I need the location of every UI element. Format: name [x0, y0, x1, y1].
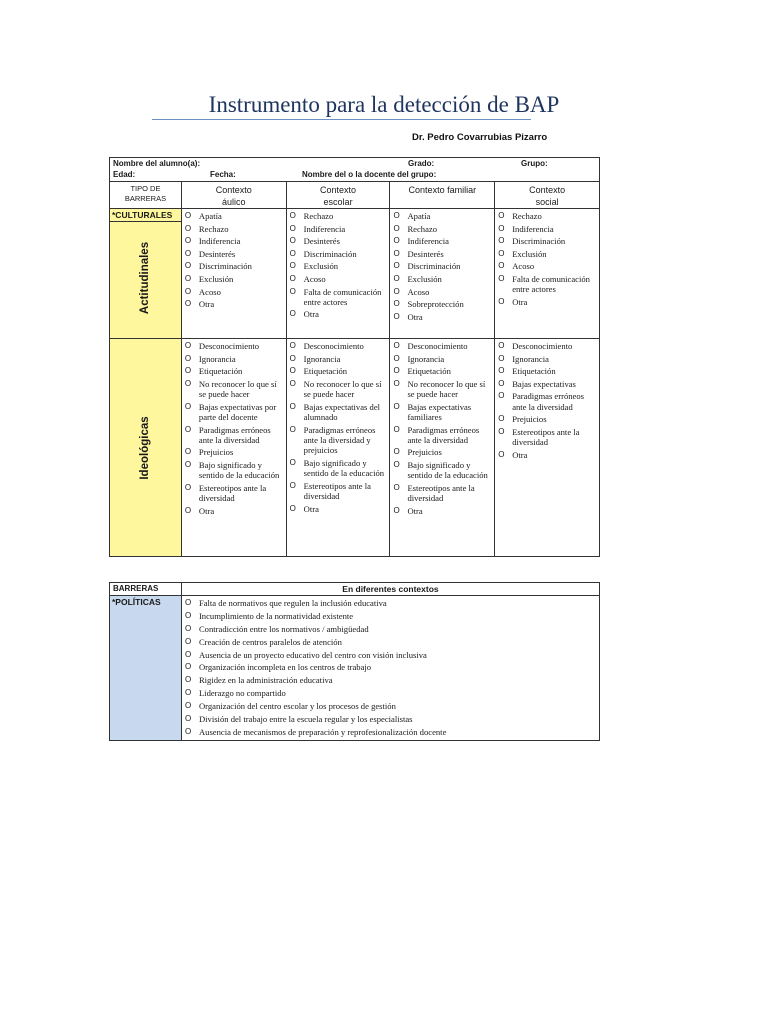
barrier-item — [498, 414, 597, 424]
barrier-item-text: Sobreprotección — [407, 299, 464, 310]
circle-bullet-icon: O — [184, 714, 192, 724]
barrier-item — [290, 274, 388, 284]
barrier-item — [393, 447, 492, 457]
circle-bullet-icon: O — [289, 273, 296, 283]
barrier-item-text: Discriminación — [303, 248, 357, 259]
barrier-item-text: Falta de comunicación entre actores — [303, 286, 382, 307]
circle-bullet-icon: O — [184, 460, 192, 470]
barrier-item — [185, 249, 284, 259]
barrier-item — [498, 249, 597, 259]
barrier-item — [393, 224, 492, 234]
barrier-item — [185, 714, 597, 724]
barrier-item-text: No reconocer lo que sí se puede hacer — [303, 378, 382, 400]
barrier-item-text: Estereotipos ante la diversidad — [407, 482, 475, 504]
barrier-item-text: Indiferencia — [303, 223, 346, 234]
barrier-item — [185, 274, 284, 284]
barrier-item — [393, 460, 492, 481]
barrier-item — [185, 341, 284, 351]
author-name: Dr. Pedro Covarrubias Pizarro — [412, 132, 548, 143]
circle-bullet-icon: O — [184, 286, 192, 296]
circle-bullet-icon: O — [289, 261, 296, 271]
barrier-item — [498, 366, 597, 376]
circle-bullet-icon: O — [184, 366, 192, 376]
barrier-item — [393, 483, 492, 504]
barrier-item-text: Ignorancia — [198, 353, 236, 364]
barrier-item-text: Exclusión — [198, 273, 234, 284]
col-escolar-line1: Contexto — [320, 185, 357, 195]
circle-bullet-icon: O — [184, 636, 192, 646]
barrier-item-text: Ignorancia — [303, 353, 341, 364]
barrier-item-text: Etiquetación — [303, 366, 348, 377]
barrier-item-text: Etiquetación — [512, 366, 556, 377]
barrier-item-text: Indiferencia — [407, 236, 449, 247]
circle-bullet-icon: O — [184, 688, 192, 698]
barrier-item — [290, 481, 388, 502]
barrier-item-text: Desconocimiento — [198, 341, 260, 351]
act-familiar-cell — [390, 209, 495, 339]
barrier-item — [498, 236, 597, 246]
col-contexto-social — [495, 182, 600, 209]
barrier-item — [498, 297, 597, 307]
circle-bullet-icon: O — [498, 261, 505, 271]
col-tipo-line2: BARRERAS — [124, 194, 167, 203]
barrier-item-text: Desconocimiento — [407, 341, 468, 351]
politicas-label-cell — [110, 596, 182, 741]
barrier-item — [393, 366, 492, 376]
edad-label: Edad: — [113, 170, 136, 179]
barrier-item-text: Otra — [303, 309, 319, 320]
barrier-list — [390, 209, 494, 322]
barrier-item-text: Etiquetación — [407, 366, 451, 377]
barrier-item-text: Exclusión — [407, 273, 442, 284]
barrier-item-text: Prejuicios — [512, 414, 547, 425]
barrier-item — [185, 727, 597, 737]
barrier-item-text: Desinterés — [303, 236, 340, 247]
barrier-item-text: Etiquetación — [198, 366, 243, 377]
circle-bullet-icon: O — [289, 480, 296, 490]
barrier-item-text: Desconocimiento — [303, 341, 364, 351]
barrier-item-text: Discriminación — [407, 261, 461, 272]
barrier-item-text: No reconocer lo que sí se puede hacer — [407, 378, 486, 400]
barrier-item-text: Desconocimiento — [512, 341, 573, 351]
circle-bullet-icon: O — [498, 391, 505, 401]
circle-bullet-icon: O — [184, 236, 192, 246]
circle-bullet-icon: O — [184, 261, 192, 271]
barrier-list — [287, 209, 390, 320]
circle-bullet-icon: O — [498, 449, 505, 459]
culturales-label: *CULTURALES — [110, 209, 181, 222]
circle-bullet-icon: O — [184, 378, 192, 388]
barrier-item — [290, 402, 388, 423]
barrier-item — [185, 598, 597, 608]
barrier-item — [290, 425, 388, 456]
col-escolar-line2: escolar — [323, 197, 353, 207]
barrier-item-text: Otra — [198, 299, 215, 310]
barrier-item — [290, 379, 388, 400]
circle-bullet-icon: O — [393, 261, 400, 271]
circle-bullet-icon: O — [498, 236, 505, 246]
barrier-item — [185, 224, 284, 234]
circle-bullet-icon: O — [184, 424, 192, 434]
student-info-header — [110, 158, 600, 182]
barrier-item — [185, 211, 284, 221]
barrier-item-text: Rigidez en la administración educativa — [198, 675, 333, 686]
barrier-item — [290, 354, 388, 364]
barrier-item-text: Discriminación — [512, 236, 566, 247]
circle-bullet-icon: O — [498, 248, 505, 258]
barrier-list — [182, 596, 599, 737]
circle-bullet-icon: O — [498, 426, 505, 436]
docente-label: Nombre del o la docente del grupo: — [302, 170, 437, 179]
barrier-item — [290, 309, 388, 319]
nombre-label: Nombre del alumno(a): — [113, 159, 201, 168]
barrier-item — [498, 274, 597, 295]
barrier-item — [185, 447, 284, 457]
barrier-item-text: Indiferencia — [198, 236, 241, 247]
barrier-item — [393, 341, 492, 351]
ideologicas-label-cell — [110, 339, 182, 557]
col-en-diferentes-contextos: En diferentes contextos — [181, 583, 599, 596]
barrier-item — [393, 261, 492, 271]
circle-bullet-icon: O — [393, 447, 400, 457]
barrier-item-text: Rechazo — [512, 211, 542, 221]
col-tipo-line1: TIPO DE — [130, 184, 161, 193]
barrier-item-text: Estereotipos ante la diversidad — [303, 480, 371, 501]
col-contexto-familiar — [390, 182, 495, 209]
circle-bullet-icon: O — [289, 401, 296, 411]
ideologicas-label: Ideológicas — [139, 415, 152, 480]
barrier-item-text: Otra — [407, 311, 423, 322]
circle-bullet-icon: O — [393, 353, 400, 363]
circle-bullet-icon: O — [289, 248, 296, 258]
barrier-item — [393, 354, 492, 364]
col-social-line2: social — [535, 197, 559, 207]
bap-table-culturales — [109, 157, 600, 557]
circle-bullet-icon: O — [498, 211, 505, 220]
barrier-item — [393, 236, 492, 246]
barrier-item-text: Bajas expectativas familiares — [407, 401, 472, 422]
barrier-item — [393, 506, 492, 516]
circle-bullet-icon: O — [184, 401, 192, 411]
barrier-item-text: Creación de centros paralelos de atención — [198, 636, 342, 647]
barrier-item — [290, 261, 388, 271]
barrier-item — [290, 458, 388, 479]
barrier-item-text: Desinterés — [407, 248, 444, 259]
barrier-item-text: Estereotipos ante la diversidad — [512, 426, 580, 448]
barrier-item-text: Falta de comunicación entre actores — [512, 273, 590, 295]
circle-bullet-icon: O — [393, 223, 400, 233]
barrier-item-text: Otra — [512, 449, 528, 460]
barrier-item-text: Otra — [407, 505, 423, 516]
actitudinales-label: Actitudinales — [139, 241, 152, 315]
barrier-item-text: Rechazo — [303, 211, 334, 221]
barrier-item — [290, 504, 388, 514]
barrier-item-text: Contradicción entre los normativos / ambigüedad — [198, 623, 369, 634]
col-barreras: BARRERAS — [110, 583, 182, 596]
barrier-item-text: Rechazo — [407, 223, 438, 234]
barrier-item — [185, 366, 284, 376]
barrier-item-text: Discriminación — [198, 261, 252, 272]
ide-escolar-cell — [286, 339, 390, 557]
barrier-item — [185, 701, 597, 711]
circle-bullet-icon: O — [393, 460, 400, 470]
barrier-item-text: Otra — [303, 503, 319, 514]
barrier-list — [495, 339, 599, 460]
circle-bullet-icon: O — [289, 457, 296, 467]
circle-bullet-icon: O — [184, 273, 192, 283]
col-aulico-line1: Contexto — [215, 185, 252, 195]
ide-social-cell — [495, 339, 600, 557]
title-underline — [152, 119, 531, 120]
circle-bullet-icon: O — [393, 482, 400, 492]
barrier-item — [290, 341, 388, 351]
barrier-item-text: Paradigmas erróneos ante la diversidad y prejuicios — [303, 424, 376, 456]
circle-bullet-icon: O — [289, 503, 296, 513]
barrier-item — [393, 299, 492, 309]
barrier-item-text: Rechazo — [198, 223, 229, 234]
circle-bullet-icon: O — [184, 353, 192, 363]
barrier-item-text: Bajas expectativas por parte del docente — [198, 401, 277, 422]
barrier-item-text: Estereotipos ante la diversidad — [198, 482, 267, 504]
circle-bullet-icon: O — [498, 378, 505, 388]
barrier-item — [498, 261, 597, 271]
barrier-item — [185, 261, 284, 271]
barrier-item — [393, 211, 492, 221]
barrier-item-text: Bajo significado y sentido de la educación — [303, 457, 385, 479]
barrier-item — [393, 274, 492, 284]
barrier-item-text: Exclusión — [303, 261, 339, 272]
circle-bullet-icon: O — [393, 273, 400, 283]
barrier-item — [185, 650, 597, 660]
col-social-line1: Contexto — [529, 185, 566, 195]
circle-bullet-icon: O — [184, 726, 192, 736]
barrier-item — [290, 366, 388, 376]
barrier-item-text: Acoso — [303, 273, 326, 284]
circle-bullet-icon: O — [184, 482, 192, 492]
circle-bullet-icon: O — [289, 211, 296, 220]
circle-bullet-icon: O — [289, 286, 296, 296]
circle-bullet-icon: O — [498, 341, 505, 350]
circle-bullet-icon: O — [393, 236, 400, 246]
barrier-list — [182, 209, 286, 309]
circle-bullet-icon: O — [184, 610, 192, 620]
politicas-label: *POLÍTICAS — [112, 597, 161, 607]
barrier-item-text: Otra — [198, 505, 215, 516]
circle-bullet-icon: O — [393, 366, 400, 376]
act-aulico-cell — [181, 209, 286, 339]
barrier-item-text: Incumplimiento de la normatividad existente — [198, 610, 354, 621]
circle-bullet-icon: O — [498, 273, 505, 283]
circle-bullet-icon: O — [184, 248, 192, 258]
col-contexto-escolar — [286, 182, 390, 209]
barrier-item-text: Falta de normativos que regulen la inclusión educativa — [198, 598, 387, 608]
circle-bullet-icon: O — [393, 311, 400, 321]
grado-label: Grado: — [408, 159, 435, 168]
circle-bullet-icon: O — [393, 505, 400, 515]
barrier-item — [185, 506, 284, 516]
circle-bullet-icon: O — [184, 447, 192, 457]
circle-bullet-icon: O — [289, 424, 296, 434]
barrier-item — [185, 379, 284, 400]
barrier-item — [498, 427, 597, 448]
barrier-item — [185, 637, 597, 647]
barrier-item-text: Organización del centro escolar y los procesos de gestión — [198, 701, 396, 712]
grupo-label: Grupo: — [521, 159, 548, 168]
barrier-item — [185, 688, 597, 698]
circle-bullet-icon: O — [184, 701, 192, 711]
barrier-item-text: Acoso — [407, 286, 430, 297]
barrier-item — [393, 312, 492, 322]
barrier-item — [185, 236, 284, 246]
barrier-item-text: Apatía — [198, 211, 222, 221]
circle-bullet-icon: O — [498, 296, 505, 306]
barrier-item-text: Paradigmas erróneos ante la diversidad — [407, 424, 480, 445]
barrier-item-text: Bajo significado y sentido de la educación — [407, 460, 488, 481]
barrier-item — [498, 391, 597, 412]
circle-bullet-icon: O — [393, 401, 400, 411]
circle-bullet-icon: O — [393, 378, 400, 388]
barrier-item — [185, 425, 284, 446]
col-contexto-aulico — [181, 182, 286, 209]
col-familiar-line1: Contexto familiar — [408, 185, 477, 195]
circle-bullet-icon: O — [289, 378, 296, 388]
barrier-item-text: Otra — [512, 296, 528, 307]
circle-bullet-icon: O — [498, 353, 505, 363]
ide-aulico-cell — [181, 339, 286, 557]
barrier-item-text: Ignorancia — [407, 353, 445, 364]
barrier-item — [393, 287, 492, 297]
barrier-item-text: Exclusión — [512, 248, 547, 259]
barrier-item-text: Ausencia de mecanismos de preparación y reprofesionalización docente — [198, 726, 447, 737]
barrier-item — [290, 287, 388, 308]
barrier-item — [185, 483, 284, 504]
barrier-item — [290, 236, 388, 246]
barrier-item-text: Prejuicios — [198, 447, 234, 458]
circle-bullet-icon: O — [289, 236, 296, 246]
barrier-item-text: Paradigmas erróneos ante la diversidad — [512, 391, 585, 412]
barrier-item-text: Liderazgo no compartido — [198, 688, 286, 699]
barrier-item — [185, 675, 597, 685]
col-aulico-line2: áulico — [222, 197, 246, 207]
barrier-item-text: Bajas expectativas — [512, 378, 576, 389]
barrier-item-text: Desinterés — [198, 248, 236, 259]
circle-bullet-icon: O — [393, 248, 400, 258]
barrier-item-text: Ignorancia — [512, 353, 549, 364]
circle-bullet-icon: O — [393, 341, 400, 350]
barrier-item — [393, 249, 492, 259]
barrier-item — [498, 354, 597, 364]
barrier-item-text: Ausencia de un proyecto educativo del centro con visión inclusiva — [198, 649, 427, 660]
barrier-list — [495, 209, 599, 307]
barrier-item-text: Acoso — [512, 261, 535, 272]
ide-familiar-cell — [390, 339, 495, 557]
actitudinales-label-cell — [110, 209, 182, 339]
barrier-item-text: Apatía — [407, 211, 431, 221]
barrier-item — [393, 425, 492, 446]
circle-bullet-icon: O — [184, 649, 192, 659]
politicas-items-cell — [181, 596, 599, 741]
barrier-item-text: División del trabajo entre la escuela regular y los especialistas — [198, 714, 413, 725]
circle-bullet-icon: O — [184, 341, 192, 350]
barrier-list — [182, 339, 286, 516]
barrier-item-text: Organización incompleta en los centros de trabajo — [198, 662, 372, 673]
barrier-item — [185, 460, 284, 481]
circle-bullet-icon: O — [498, 223, 505, 233]
barrier-item-text: Paradigmas erróneos ante la diversidad — [198, 424, 271, 445]
col-tipo-barreras — [110, 182, 182, 209]
circle-bullet-icon: O — [184, 223, 192, 233]
circle-bullet-icon: O — [289, 309, 296, 319]
circle-bullet-icon: O — [393, 424, 400, 434]
circle-bullet-icon: O — [289, 366, 296, 376]
circle-bullet-icon: O — [184, 623, 192, 633]
barrier-item-text: Bajo significado y sentido de la educación — [198, 460, 280, 481]
barrier-item-text: Bajas expectativas del alumnado — [303, 401, 381, 422]
barrier-item — [290, 211, 388, 221]
barrier-list — [390, 339, 494, 516]
circle-bullet-icon: O — [184, 299, 192, 309]
circle-bullet-icon: O — [498, 366, 505, 376]
circle-bullet-icon: O — [184, 211, 192, 220]
circle-bullet-icon: O — [289, 353, 296, 363]
circle-bullet-icon: O — [184, 662, 192, 672]
circle-bullet-icon: O — [393, 299, 400, 309]
barrier-item — [393, 379, 492, 400]
fecha-label: Fecha: — [210, 170, 236, 179]
barrier-item — [185, 299, 284, 309]
barrier-item-text: Prejuicios — [407, 447, 442, 458]
barrier-item — [498, 341, 597, 351]
bap-table-politicas — [109, 582, 600, 741]
barrier-item — [185, 402, 284, 423]
barrier-item — [185, 624, 597, 634]
barrier-item — [185, 611, 597, 621]
barrier-item-text: No reconocer lo que sí se puede hacer — [198, 378, 277, 400]
act-escolar-cell — [286, 209, 390, 339]
circle-bullet-icon: O — [498, 414, 505, 424]
circle-bullet-icon: O — [289, 223, 296, 233]
barrier-item — [185, 354, 284, 364]
barrier-item — [393, 402, 492, 423]
circle-bullet-icon: O — [184, 598, 192, 607]
circle-bullet-icon: O — [184, 505, 192, 515]
barrier-item-text: Acoso — [198, 286, 221, 297]
document-title: Instrumento para la detección de BAP — [208, 92, 560, 117]
circle-bullet-icon: O — [289, 341, 296, 350]
barrier-item — [498, 211, 597, 221]
act-social-cell — [495, 209, 600, 339]
barrier-item — [185, 287, 284, 297]
barrier-item — [498, 224, 597, 234]
barrier-item-text: Indiferencia — [512, 223, 554, 234]
barrier-item — [185, 662, 597, 672]
barrier-item — [498, 450, 597, 460]
barrier-list — [287, 339, 390, 514]
circle-bullet-icon: O — [393, 286, 400, 296]
barrier-item — [290, 224, 388, 234]
circle-bullet-icon: O — [184, 675, 192, 685]
circle-bullet-icon: O — [393, 211, 400, 220]
barrier-item — [498, 379, 597, 389]
barrier-item — [290, 249, 388, 259]
